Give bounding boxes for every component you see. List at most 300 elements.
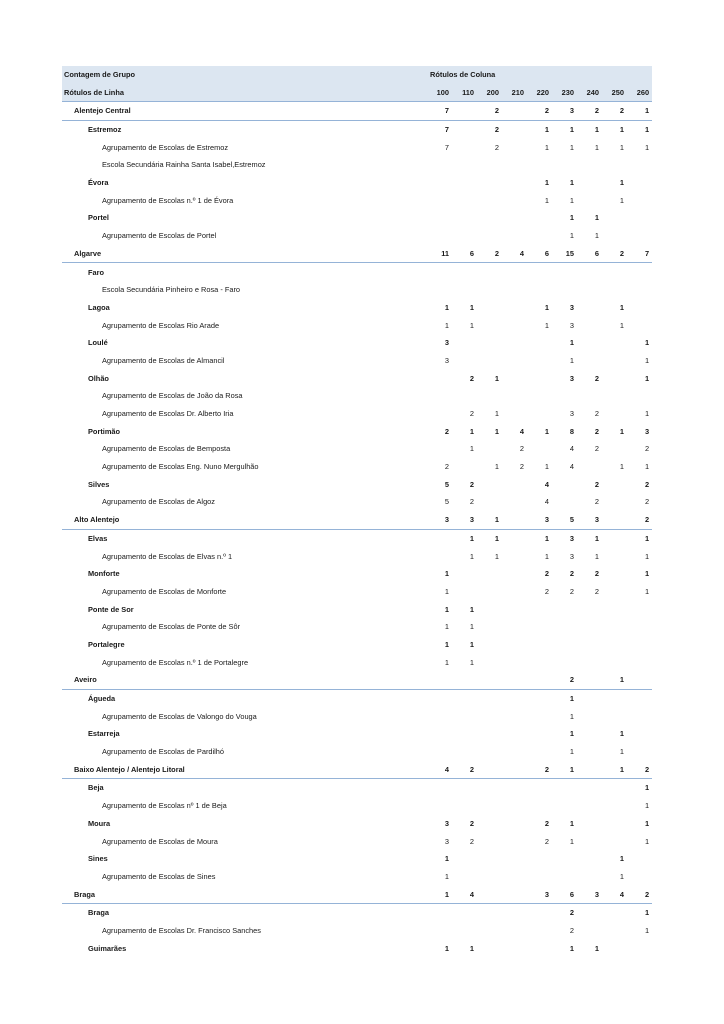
- value-cell: [452, 850, 477, 868]
- row-label[interactable]: Algarve: [62, 245, 427, 263]
- value-cell: [527, 387, 552, 405]
- region-row: [62, 885, 652, 903]
- value-cell: [527, 281, 552, 299]
- value-cell: [502, 600, 527, 618]
- value-cell: 2: [644, 497, 650, 507]
- value-cell: [452, 102, 477, 121]
- value-cell: 1: [469, 320, 474, 330]
- value-cell: [477, 707, 502, 725]
- value-cell: 3: [577, 885, 602, 903]
- school-row: [62, 156, 652, 174]
- value-cell: [427, 779, 452, 797]
- value-cell: [502, 850, 527, 868]
- row-label: Agrupamento de Escolas de Algoz: [102, 497, 215, 507]
- value-cell: 1: [619, 426, 624, 436]
- value-cell: 2: [627, 760, 652, 778]
- row-label: Agrupamento de Escolas Rio Arade: [102, 320, 220, 330]
- value-cell: [527, 868, 552, 886]
- value-cell: 4: [519, 426, 524, 436]
- value-cell: [527, 689, 552, 707]
- row-label[interactable]: Portalegre: [88, 639, 125, 649]
- value-cell: 3: [444, 355, 449, 365]
- value-cell: [477, 689, 502, 707]
- value-cell: 1: [444, 943, 449, 953]
- value-cell: [577, 156, 602, 174]
- value-cell: [477, 922, 502, 940]
- value-cell: [502, 815, 527, 833]
- value-cell: [502, 102, 527, 121]
- value-cell: [527, 600, 552, 618]
- value-cell: [577, 850, 602, 868]
- municipality-row: [62, 299, 652, 317]
- value-cell: 1: [477, 511, 502, 529]
- value-cell: 3: [444, 338, 449, 348]
- value-cell: [552, 850, 577, 868]
- value-cell: [452, 922, 477, 940]
- school-row: [62, 868, 652, 886]
- row-label[interactable]: Lagoa: [88, 302, 110, 312]
- value-cell: 2: [544, 569, 549, 579]
- value-cell: [452, 227, 477, 245]
- value-cell: [452, 565, 477, 583]
- value-cell: [527, 743, 552, 761]
- value-cell: [502, 352, 527, 370]
- value-cell: 1: [569, 836, 574, 846]
- value-cell: 8: [569, 426, 574, 436]
- value-cell: [452, 209, 477, 227]
- value-cell: 5: [444, 497, 449, 507]
- value-cell: 1: [444, 586, 449, 596]
- row-label[interactable]: Baixo Alentejo / Alentejo Litoral: [62, 760, 427, 778]
- row-label[interactable]: Monforte: [88, 569, 120, 579]
- value-cell: [602, 511, 627, 529]
- value-cell: [627, 600, 652, 618]
- value-cell: 1: [594, 943, 599, 953]
- value-cell: [527, 779, 552, 797]
- value-cell: [527, 156, 552, 174]
- value-cell: [602, 618, 627, 636]
- value-cell: 1: [644, 373, 650, 383]
- value-cell: 2: [644, 444, 650, 454]
- value-cell: [502, 263, 527, 281]
- value-cell: 1: [644, 142, 650, 152]
- row-label[interactable]: Moura: [88, 818, 111, 828]
- value-cell: 1: [469, 444, 474, 454]
- value-cell: [577, 689, 602, 707]
- value-cell: [627, 174, 652, 192]
- municipality-row: [62, 422, 652, 440]
- value-cell: [477, 939, 502, 957]
- value-cell: [427, 797, 452, 815]
- municipality-row: [62, 903, 652, 921]
- row-label[interactable]: Loulé: [88, 338, 108, 348]
- value-cell: [627, 156, 652, 174]
- value-cell: [502, 475, 527, 493]
- value-cell: [477, 227, 502, 245]
- value-cell: [552, 387, 577, 405]
- value-cell: 2: [544, 586, 549, 596]
- column-header: 260: [627, 84, 652, 102]
- value-cell: [452, 743, 477, 761]
- row-label[interactable]: Águeda: [88, 694, 116, 704]
- value-cell: [427, 369, 452, 387]
- value-cell: [552, 653, 577, 671]
- value-cell: 1: [444, 639, 449, 649]
- value-cell: 1: [469, 426, 474, 436]
- value-cell: [602, 636, 627, 654]
- value-cell: [577, 281, 602, 299]
- value-cell: [627, 281, 652, 299]
- value-cell: [502, 885, 527, 903]
- municipality-row: [62, 815, 652, 833]
- value-cell: [452, 334, 477, 352]
- value-cell: [627, 653, 652, 671]
- school-row: [62, 138, 652, 156]
- value-cell: 4: [544, 479, 549, 489]
- value-cell: 3: [569, 302, 574, 312]
- value-cell: [427, 440, 452, 458]
- school-row: [62, 493, 652, 511]
- value-cell: 1: [444, 657, 449, 667]
- value-cell: [577, 387, 602, 405]
- value-cell: 2: [477, 102, 502, 121]
- row-label: Escola Secundária Pinheiro e Rosa - Faro: [102, 285, 241, 295]
- value-cell: [602, 565, 627, 583]
- school-row: [62, 743, 652, 761]
- value-cell: 2: [444, 426, 449, 436]
- value-cell: [602, 689, 627, 707]
- value-cell: [427, 743, 452, 761]
- value-cell: [477, 815, 502, 833]
- value-cell: 1: [644, 783, 650, 793]
- value-cell: [477, 156, 502, 174]
- value-cell: [602, 209, 627, 227]
- columns-label[interactable]: Rótulos de Coluna: [427, 66, 652, 84]
- value-cell: 1: [444, 871, 449, 881]
- value-cell: [502, 209, 527, 227]
- row-label[interactable]: Portel: [88, 213, 109, 223]
- value-cell: [602, 583, 627, 601]
- value-cell: [552, 618, 577, 636]
- value-cell: [477, 299, 502, 317]
- value-cell: [427, 191, 452, 209]
- value-cell: [577, 725, 602, 743]
- value-cell: [602, 227, 627, 245]
- value-cell: [627, 263, 652, 281]
- value-cell: [602, 922, 627, 940]
- value-cell: [452, 263, 477, 281]
- row-label[interactable]: Estarreja: [88, 729, 120, 739]
- value-cell: 1: [644, 569, 650, 579]
- value-cell: [477, 636, 502, 654]
- value-cell: [527, 922, 552, 940]
- value-cell: [602, 653, 627, 671]
- value-cell: 2: [569, 586, 574, 596]
- value-cell: 15: [552, 245, 577, 263]
- value-cell: 3: [527, 511, 552, 529]
- value-cell: 1: [494, 409, 499, 419]
- value-cell: [477, 600, 502, 618]
- value-cell: [527, 209, 552, 227]
- value-cell: [502, 316, 527, 334]
- value-cell: 1: [619, 302, 624, 312]
- municipality-row: [62, 779, 652, 797]
- value-cell: [477, 903, 502, 921]
- value-cell: [502, 156, 527, 174]
- value-cell: [602, 707, 627, 725]
- value-cell: 2: [527, 760, 552, 778]
- value-cell: [477, 760, 502, 778]
- value-cell: [502, 174, 527, 192]
- value-cell: 1: [569, 729, 574, 739]
- value-cell: [627, 725, 652, 743]
- value-cell: [427, 922, 452, 940]
- row-label[interactable]: Braga: [88, 908, 109, 918]
- value-cell: [527, 903, 552, 921]
- value-cell: [427, 209, 452, 227]
- value-cell: [427, 227, 452, 245]
- value-cell: [602, 369, 627, 387]
- row-label[interactable]: Ponte de Sor: [88, 604, 134, 614]
- municipality-row: [62, 334, 652, 352]
- value-cell: 1: [644, 409, 650, 419]
- value-cell: 11: [427, 245, 452, 263]
- municipality-row: [62, 636, 652, 654]
- value-cell: [552, 493, 577, 511]
- row-label[interactable]: Elvas: [88, 533, 108, 543]
- value-cell: 1: [619, 854, 624, 864]
- school-row: [62, 653, 652, 671]
- value-cell: [552, 263, 577, 281]
- row-label: Agrupamento de Escolas Dr. Alberto Iria: [102, 409, 234, 419]
- value-cell: [427, 405, 452, 423]
- value-cell: [577, 832, 602, 850]
- value-cell: 1: [619, 195, 624, 205]
- value-cell: [627, 618, 652, 636]
- value-cell: 2: [469, 409, 474, 419]
- value-cell: [502, 636, 527, 654]
- municipality-row: [62, 209, 652, 227]
- value-cell: [602, 263, 627, 281]
- value-cell: [577, 653, 602, 671]
- value-cell: 1: [569, 943, 574, 953]
- municipality-row: [62, 850, 652, 868]
- value-cell: [502, 689, 527, 707]
- value-cell: [602, 600, 627, 618]
- value-cell: [452, 458, 477, 476]
- row-label[interactable]: Olhão: [88, 373, 109, 383]
- school-row: [62, 618, 652, 636]
- value-cell: 1: [644, 125, 650, 135]
- row-label: Agrupamento de Escolas de João da Rosa: [102, 391, 243, 401]
- value-cell: [477, 352, 502, 370]
- value-cell: [477, 583, 502, 601]
- header-row-1: [62, 66, 652, 84]
- value-cell: 3: [577, 511, 602, 529]
- value-cell: [577, 352, 602, 370]
- value-cell: 1: [644, 355, 650, 365]
- value-cell: [477, 671, 502, 689]
- value-cell: 2: [477, 245, 502, 263]
- value-cell: [502, 547, 527, 565]
- value-cell: [477, 334, 502, 352]
- value-cell: [602, 797, 627, 815]
- row-label: Agrupamento de Escolas de Ponte de Sôr: [102, 622, 241, 632]
- value-cell: [627, 868, 652, 886]
- value-cell: [427, 671, 452, 689]
- value-cell: [502, 334, 527, 352]
- value-cell: 1: [427, 885, 452, 903]
- school-row: [62, 832, 652, 850]
- pivot-body: [62, 102, 652, 958]
- value-cell: 2: [444, 462, 449, 472]
- value-cell: 2: [594, 409, 599, 419]
- row-label: Agrupamento de Escolas de Monforte: [102, 586, 227, 596]
- value-cell: [452, 120, 477, 138]
- rows-label[interactable]: Rótulos de Linha: [62, 84, 427, 102]
- value-cell: [502, 671, 527, 689]
- value-cell: 1: [552, 760, 577, 778]
- value-cell: 2: [644, 479, 650, 489]
- value-cell: [502, 120, 527, 138]
- value-cell: [527, 707, 552, 725]
- row-label[interactable]: Braga: [62, 885, 427, 903]
- school-row: [62, 227, 652, 245]
- value-cell: 1: [544, 462, 549, 472]
- value-cell: 4: [452, 885, 477, 903]
- value-cell: [577, 618, 602, 636]
- region-row: [62, 511, 652, 529]
- value-cell: [502, 227, 527, 245]
- value-cell: [452, 707, 477, 725]
- value-cell: 2: [469, 373, 474, 383]
- value-cell: 1: [594, 213, 599, 223]
- value-cell: [577, 707, 602, 725]
- value-cell: [477, 868, 502, 886]
- value-cell: 2: [577, 102, 602, 121]
- value-cell: 1: [594, 125, 599, 135]
- value-cell: 2: [594, 479, 599, 489]
- value-cell: [577, 458, 602, 476]
- value-cell: [577, 671, 602, 689]
- row-label[interactable]: Sines: [88, 854, 108, 864]
- value-cell: [477, 387, 502, 405]
- value-cell: 1: [569, 213, 574, 223]
- value-cell: [477, 779, 502, 797]
- column-header: 200: [477, 84, 502, 102]
- row-label: Escola Secundária Rainha Santa Isabel,Estremoz: [102, 160, 266, 170]
- column-header: 110: [452, 84, 477, 102]
- region-row: [62, 671, 652, 689]
- value-cell: 2: [602, 245, 627, 263]
- value-cell: 2: [602, 102, 627, 121]
- value-cell: [627, 743, 652, 761]
- value-cell: 1: [469, 639, 474, 649]
- column-header: 230: [552, 84, 577, 102]
- row-label[interactable]: Alto Alentejo: [62, 511, 427, 529]
- value-cell: 1: [469, 604, 474, 614]
- value-cell: 1: [469, 551, 474, 561]
- row-label[interactable]: Évora: [88, 178, 109, 188]
- school-row: [62, 922, 652, 940]
- value-cell: 1: [469, 622, 474, 632]
- value-cell: 1: [569, 125, 574, 135]
- value-cell: 4: [502, 245, 527, 263]
- value-cell: [502, 565, 527, 583]
- value-cell: [502, 299, 527, 317]
- row-label: Agrupamento de Escolas de Valongo do Vouga: [102, 711, 257, 721]
- value-cell: 2: [627, 511, 652, 529]
- value-cell: 4: [569, 444, 574, 454]
- value-cell: 1: [644, 836, 650, 846]
- row-label[interactable]: Silves: [88, 479, 110, 489]
- row-label[interactable]: Alentejo Central: [62, 102, 427, 121]
- value-cell: [502, 743, 527, 761]
- value-cell: 2: [569, 925, 574, 935]
- value-cell: 1: [469, 943, 474, 953]
- value-cell: 2: [594, 444, 599, 454]
- value-cell: [502, 797, 527, 815]
- value-cell: 1: [644, 908, 650, 918]
- municipality-row: [62, 475, 652, 493]
- value-cell: 1: [569, 142, 574, 152]
- value-cell: [502, 281, 527, 299]
- value-cell: 1: [444, 302, 449, 312]
- value-cell: 1: [544, 142, 549, 152]
- value-cell: 3: [427, 511, 452, 529]
- value-cell: 3: [569, 551, 574, 561]
- school-row: [62, 316, 652, 334]
- value-cell: 1: [644, 533, 650, 543]
- value-cell: [527, 334, 552, 352]
- value-cell: [602, 440, 627, 458]
- row-label[interactable]: Guimarães: [88, 943, 127, 953]
- value-cell: 1: [469, 657, 474, 667]
- value-cell: 4: [427, 760, 452, 778]
- row-label: Agrupamento de Escolas de Almancil: [102, 355, 225, 365]
- municipality-row: [62, 263, 652, 281]
- value-cell: [502, 405, 527, 423]
- value-cell: [602, 156, 627, 174]
- row-label: Agrupamento de Escolas de Portel: [102, 231, 217, 241]
- value-cell: 2: [544, 836, 549, 846]
- value-cell: 1: [469, 302, 474, 312]
- value-cell: [452, 352, 477, 370]
- school-row: [62, 797, 652, 815]
- row-label: Agrupamento de Escolas n.º 1 de Évora: [102, 195, 234, 205]
- value-cell: [477, 174, 502, 192]
- value-cell: 1: [444, 622, 449, 632]
- value-cell: 1: [444, 604, 449, 614]
- value-cell: 1: [627, 102, 652, 121]
- value-cell: [627, 316, 652, 334]
- value-cell: [452, 779, 477, 797]
- region-row: [62, 245, 652, 263]
- row-label[interactable]: Estremoz: [88, 125, 122, 135]
- row-label[interactable]: Portimão: [88, 426, 121, 436]
- row-label[interactable]: Faro: [88, 267, 105, 277]
- row-label[interactable]: Beja: [88, 783, 104, 793]
- value-cell: 1: [602, 760, 627, 778]
- value-cell: [477, 653, 502, 671]
- value-cell: [427, 725, 452, 743]
- value-cell: [527, 939, 552, 957]
- value-cell: [627, 191, 652, 209]
- value-cell: 3: [569, 373, 574, 383]
- value-cell: 1: [494, 551, 499, 561]
- row-label[interactable]: Aveiro: [62, 671, 427, 689]
- value-cell: 2: [469, 497, 474, 507]
